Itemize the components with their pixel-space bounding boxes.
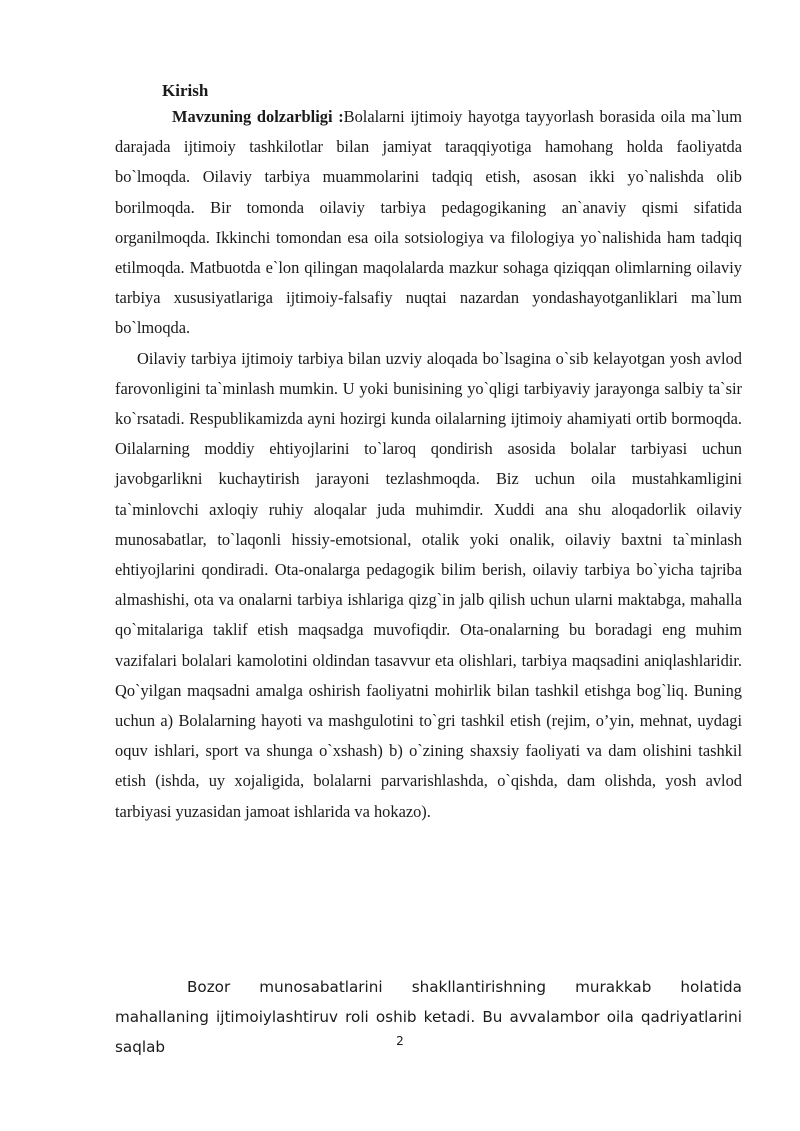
document-body: [115, 102, 742, 827]
paragraph-family-education: Oilaviy tarbiya ijtimoiy tarbiya bilan uzviy aloqada bo`lsagina o`sib kelayotgan yosh avlod farovonligini ta`minlash mumkin. U yoki bunisining yo`qligi tarbiyaviy jarayonga salbiy ta`sir ko`rsatadi. Respublikamizda ayni hozirgi kunda oilalarning ijtimoiy ahamiyati ortib bormoqda. Oilalarning moddiy ehtiyojlarini to`laroq qondirish asosida bolalar tarbiyasi uchun javobgarlikni kuchaytirish jarayoni tezlashmoqda. Biz uchun oila mustahkamligini ta`minlovchi axloqiy ruhiy aloqalar juda muhimdir. Xuddi ana shu aloqadorlik oilaviy munosabatlar, to`laqonli hissiy-emotsional, otalik yoki onalik, oilaviy baxtni ta`minlash ehtiyojlarini qondiradi. Ota-onalarga pedagogik bilim berish, oilaviy tarbiya bo`yicha tajriba almashishi, ota va onalarni tarbiya ishlariga qizg`in jalb qilish uchun ularni maktabga, mahalla qo`mitalariga taklif etish maqsadga muvofiqdir. Ota-onalarning bu boradagi eng muhim vazifalari bolalari kamolotini oldindan tasavvur eta olishlari, tarbiya maqsadini aniqlashlaridir. Qo`yilgan maqsadni amalga oshirish faoliyatni mohirlik bilan tashkil etishga bog`liq. Buning uchun a) Bolalarning hayoti va mashgulotini to`gri tashkil etish (rejim, o’yin, mehnat, uydagi oquv ishlari, sport va shunga o`xshash) b) o`zining shaxsiy faoliyati va dam olishini tashkil etish (ishda, uy xojaligida, bolalarni parvarishlashda, o`qishda, dam olishda, yosh avlod tarbiyasi yuzasidan jamoat ishlarida va hokazo).: [115, 348, 742, 821]
paragraph-market-relations: Bozor munosabatlarini shakllantirishning murakkab holatida mahallaning ijtimoiylashtiruv roli oshib ketadi. Bu avvalambor oila qadriyatlarini saqlab: [115, 978, 742, 1057]
paragraph-relevance: [115, 102, 742, 344]
section-heading: Kirish: [162, 81, 209, 100]
relevance-text: Bolalarni ijtimoiy hayotga tayyorlash borasida oila ma`lum darajada ijtimoiy tashkilotlar bilan jamiyat taraqqiyotiga hamohang holda faoliyatda bo`lmoqda. Oilaviy tarbiya muammolarini tadqiq etish, asosan ikki yo`nalishda olib borilmoqda. Bir tomonda oilaviy tarbiya pedagogikaning an`anaviy qismi sifatida organilmoqda. Ikkinchi tomondan esa oila sotsiologiya va filologiya yo`nalishida ham tadqiq etilmoqda. Matbuotda e`lon qilingan maqolalarda mazkur sohaga qiziqqan olimlarning oilaviy tarbiya xususiyatlariga ijtimoiy-falsafiy nuqtai nazardan yondashayotganliklari ma`lum bo`lmoqda.: [115, 107, 743, 338]
relevance-lead: Mavzuning dolzarbligi :: [172, 107, 344, 126]
page-number: 2: [396, 1034, 404, 1048]
